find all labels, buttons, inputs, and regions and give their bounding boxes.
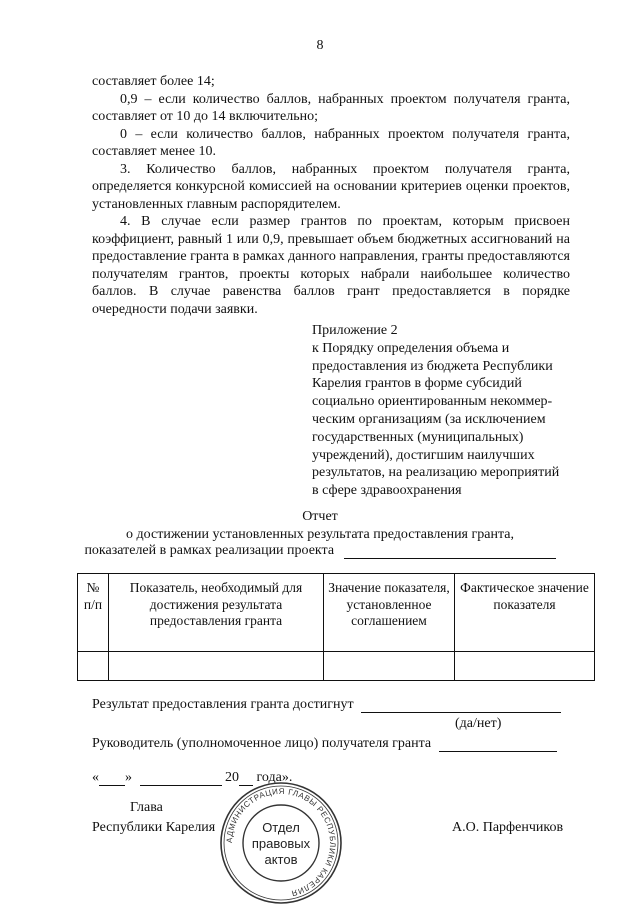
head-label: Руководитель (уполномоченное лицо) получателя гранта — [92, 736, 432, 751]
result-field[interactable] — [361, 698, 561, 713]
head-line — [92, 736, 557, 752]
year-suffix: года». — [253, 770, 293, 785]
report-table — [77, 573, 595, 681]
stamp-ring-text: АДМИНИСТРАЦИЯ ГЛАВЫ РЕСПУБЛИКИ КАРЕЛИЯ — [224, 786, 338, 898]
result-label: Результат предоставления гранта достигнут — [92, 697, 354, 712]
appendix-line: социально ориентированным некоммер- — [312, 394, 553, 410]
result-line — [92, 697, 561, 713]
table-cell[interactable] — [78, 652, 109, 681]
project-name-field[interactable] — [344, 544, 556, 559]
appendix-line: к Порядку определения объема и — [312, 340, 510, 356]
stamp-center-3: актов — [264, 852, 298, 867]
table-cell[interactable] — [455, 652, 595, 681]
report-heading — [0, 508, 640, 543]
table-header-cell: Фактическое значение показателя — [455, 574, 595, 652]
body-paragraph: 0,9 – если количество баллов, набранных проектом получателя гранта, составляет от 10 до 14 включительно; — [92, 91, 570, 124]
page-number: 8 — [316, 38, 324, 53]
table-header-cell: Показатель, необходимый для достижения результата предоставления гранта — [109, 574, 324, 652]
signature-name: А.О. Парфенчиков — [452, 820, 564, 835]
stamp-center-2: правовых — [251, 836, 311, 851]
body-paragraph: составляет более 14; — [92, 74, 215, 89]
appendix-line: Карелия грантов в форме субсидий — [312, 376, 522, 392]
head-signature-field[interactable] — [439, 737, 557, 752]
month-field[interactable] — [140, 771, 222, 786]
table-cell[interactable] — [324, 652, 455, 681]
appendix-line: учреждений), достигшим наилучших — [312, 447, 535, 463]
year-prefix: 20 — [225, 770, 239, 785]
appendix-line: Приложение 2 — [312, 323, 398, 338]
appendix-line: ческим организациям (за исключением — [312, 411, 546, 427]
stamp-center-1: Отдел — [262, 820, 300, 835]
body-paragraph: 4. В случае если размер грантов по проектам, которым присвоен коэффициент, равный 1 или 0,9, превышает объем бюджетных ассигнований на предоставление гранта в рамках данного направления, гранты предоставляются получателям грантов, проекты которых набрали наибольшее количество баллов. В случае равенства баллов грант предоставляется в порядке очередности подачи заявки. — [92, 214, 570, 317]
date-open-quote: « — [92, 770, 99, 785]
report-subtitle-2: показателей в рамках реализации проекта — [84, 543, 335, 558]
table-row — [78, 652, 595, 681]
stamp-seal — [218, 780, 344, 906]
table-header-cell: Значение показателя, установленное соглашением — [324, 574, 455, 652]
body-paragraph: 0 – если количество баллов, набранных проектом получателя гранта, составляет менее 10. — [92, 126, 570, 159]
appendix-line: результатов, на реализацию мероприятий — [312, 465, 560, 481]
appendix-line: государственных (муниципальных) — [312, 429, 524, 445]
appendix-line: в сфере здравоохранения — [312, 483, 462, 499]
table-header-row — [78, 574, 595, 652]
body-text — [92, 73, 570, 318]
signature-title-1: Глава — [130, 800, 163, 815]
signature-title-2: Республики Карелия — [92, 820, 216, 835]
appendix-line: предоставления из бюджета Республики — [312, 358, 553, 374]
body-paragraph: 3. Количество баллов, набранных проектом получателя гранта, определяется конкурсной комиссией на основании критериев оценки проектов, установленных главным распорядителем. — [92, 161, 570, 212]
report-subtitle: о достижении установленных результата предоставления гранта, — [126, 526, 514, 542]
yes-no-hint: (да/нет) — [455, 716, 502, 731]
day-field[interactable] — [99, 771, 125, 786]
report-title: Отчет — [302, 509, 338, 524]
appendix-block — [312, 322, 574, 500]
date-close-quote: » — [125, 770, 132, 785]
report-project-line — [70, 543, 570, 559]
table-cell[interactable] — [109, 652, 324, 681]
table-header-cell: № п/п — [78, 574, 109, 652]
